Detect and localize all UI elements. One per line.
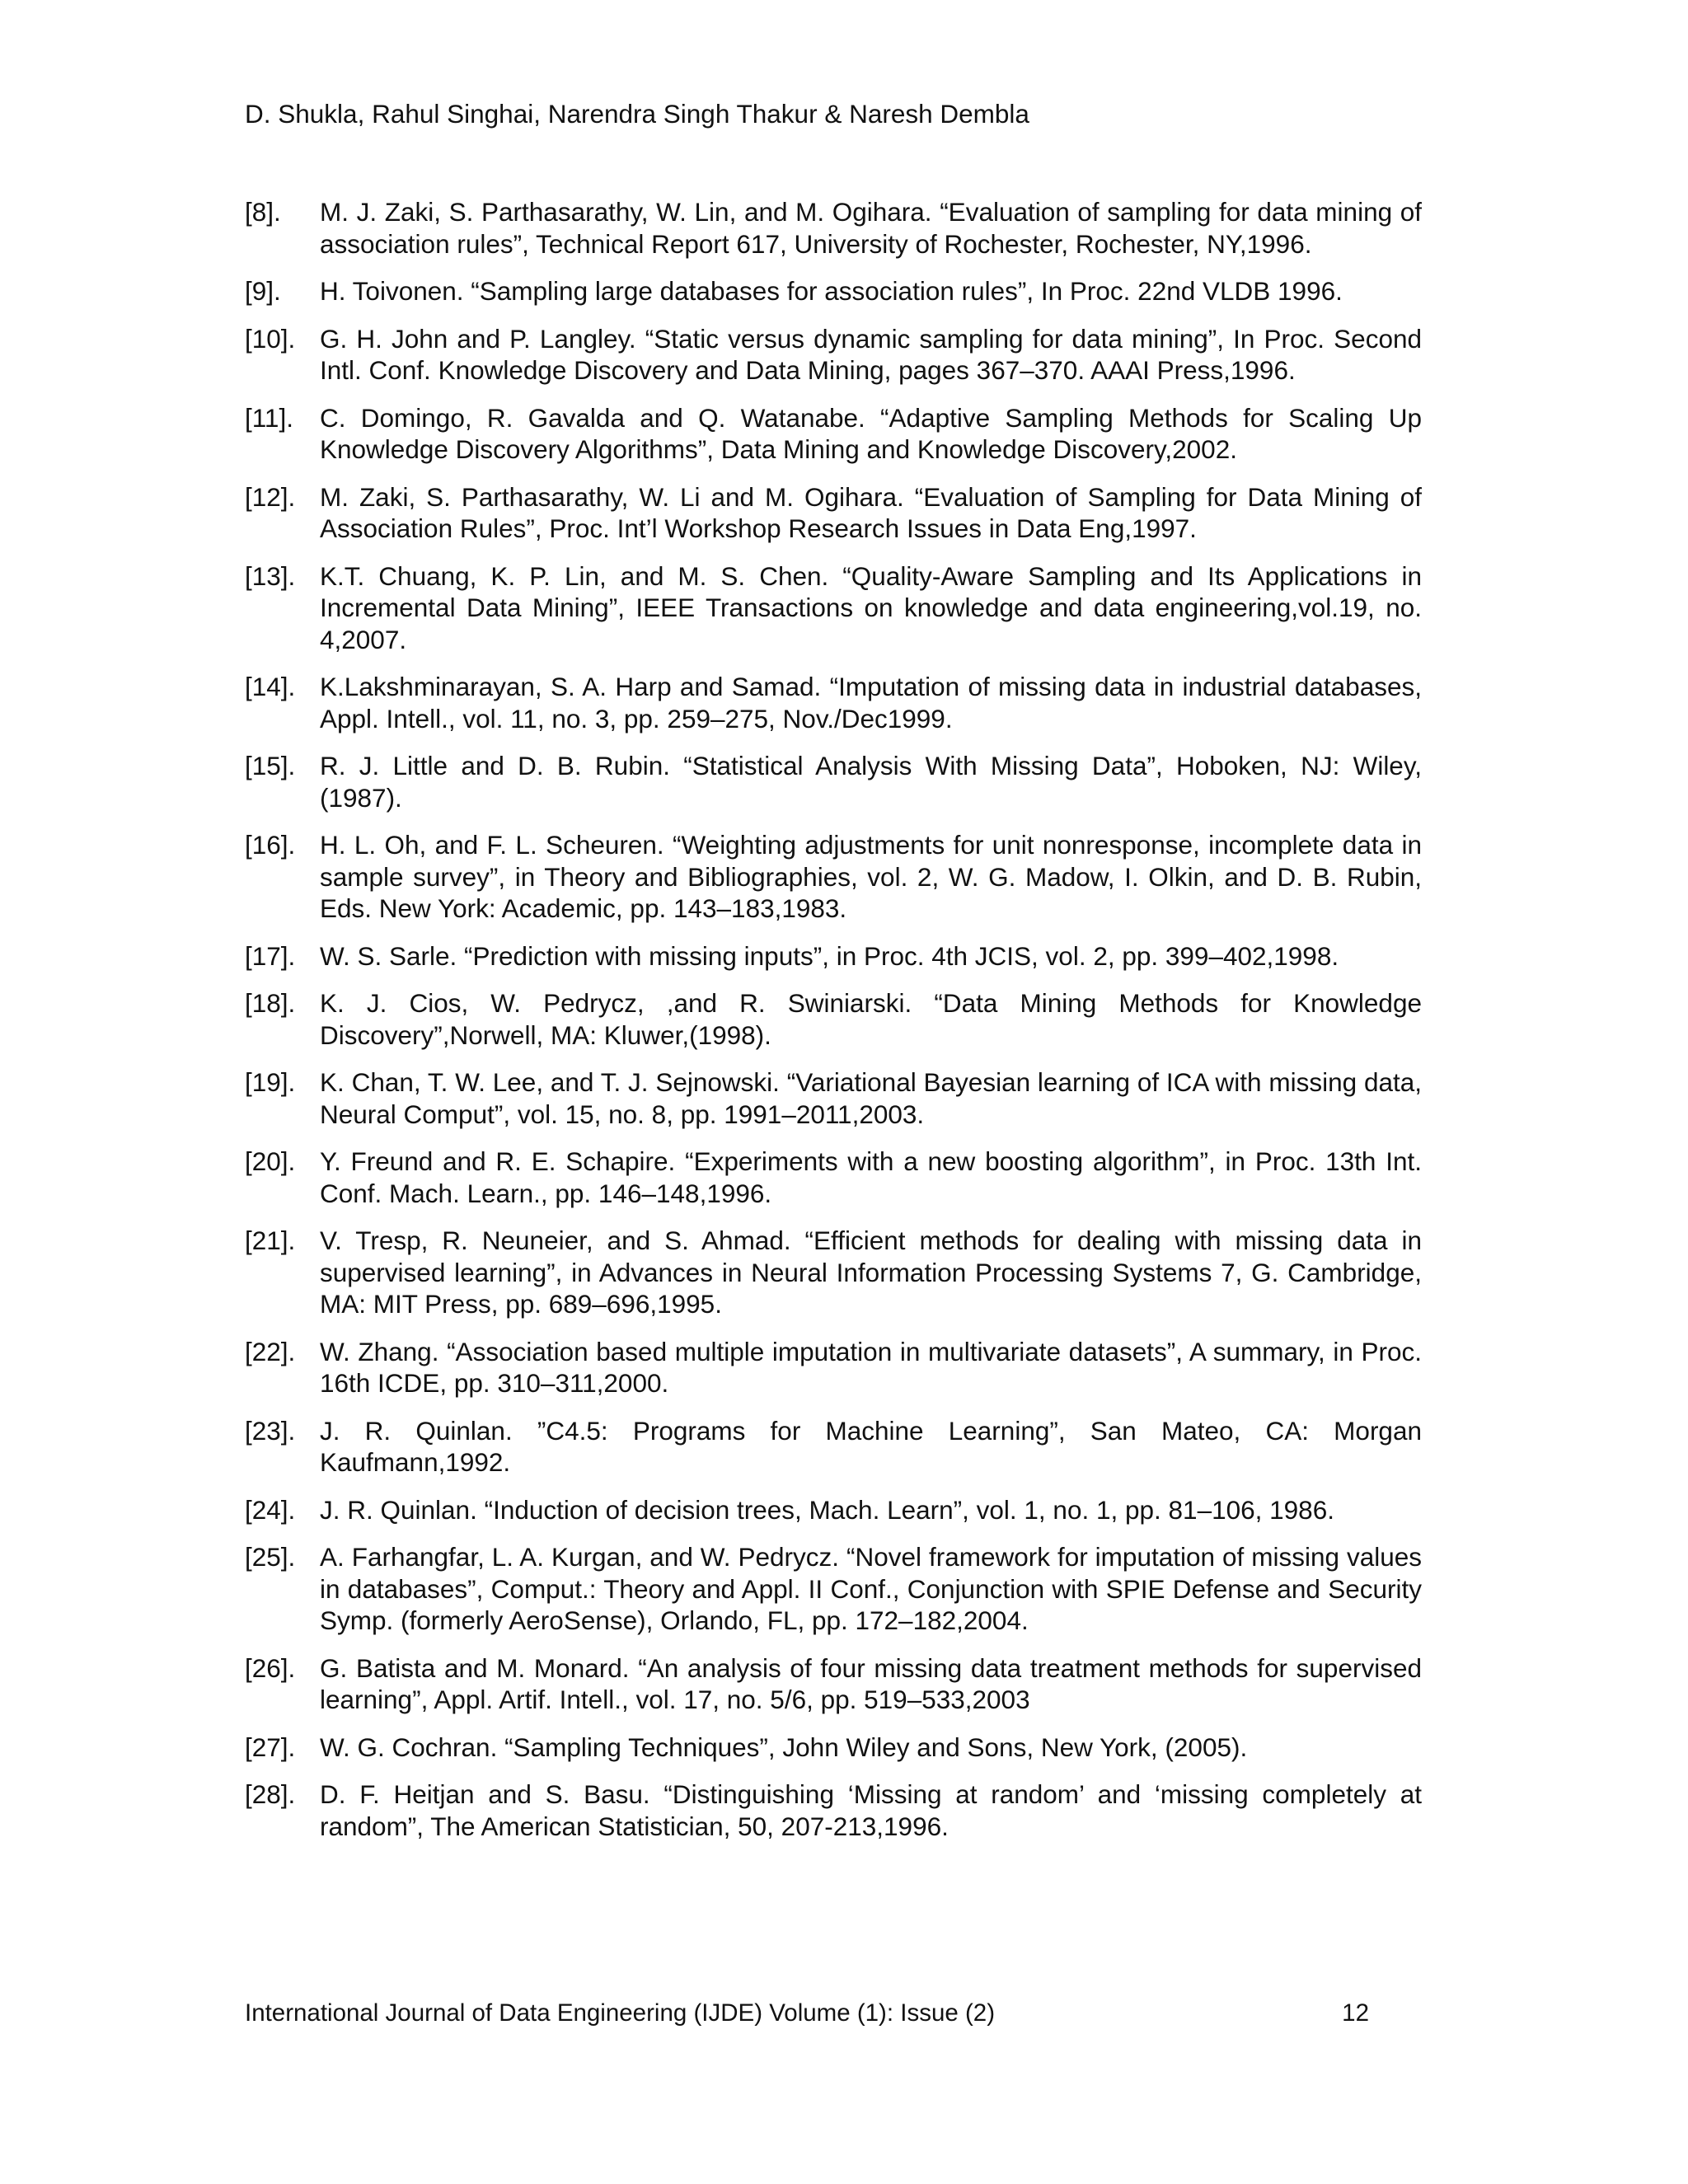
reference-text: J. R. Quinlan. “Induction of decision trees, Mach. Learn”, vol. 1, no. 1, pp. 81–106, 1986. (320, 1494, 1334, 1525)
reference-number: [17]. (245, 940, 296, 971)
reference-number: [24]. (245, 1494, 296, 1525)
reference-item (245, 1779, 1422, 1842)
reference-item (245, 481, 1422, 545)
reference-number: [27]. (245, 1732, 296, 1762)
footer-journal-title: International Journal of Data Engineering (IJDE) Volume (1): Issue (2) (245, 1999, 996, 2027)
reference-text: K. Chan, T. W. Lee, and T. J. Sejnowski. “Variational Bayesian learning of ICA with missing data, Neural Comput”, vol. 15, no. 8, pp. 1991–2011,2003. (320, 1067, 1422, 1129)
reference-text: K. J. Cios, W. Pedrycz, ,and R. Swiniarski. “Data Mining Methods for Knowledge Discovery”,Norwell, MA: Kluwer,(1998). (320, 988, 1422, 1050)
reference-item (245, 1066, 1422, 1130)
reference-number: [16]. (245, 830, 296, 860)
reference-text: M. J. Zaki, S. Parthasarathy, W. Lin, and M. Ogihara. “Evaluation of sampling for data mining of association rules”, Technical Report 617, University of Rochester, Rochester, NY,1996. (320, 197, 1422, 259)
reference-number: [21]. (245, 1226, 296, 1255)
reference-item (245, 402, 1422, 466)
reference-number: [8]. (245, 197, 281, 227)
reference-text: A. Farhangfar, L. A. Kurgan, and W. Pedrycz. “Novel framework for imputation of missing values in databases”, Comput.: Theory and Appl. II Conf., Conjunction with SPIE Defense and Security Symp. (formerly AeroSense), Orlando, FL, pp. 172–182,2004. (320, 1542, 1422, 1635)
reference-item (245, 829, 1422, 925)
reference-item (245, 1146, 1422, 1209)
reference-number: [15]. (245, 751, 296, 780)
reference-text: M. Zaki, S. Parthasarathy, W. Li and M. Ogihara. “Evaluation of Sampling for Data Mining of Association Rules”, Proc. Int’l Workshop Research Issues in Data Eng,1997. (320, 481, 1422, 543)
reference-text: W. G. Cochran. “Sampling Techniques”, John Wiley and Sons, New York, (2005). (320, 1732, 1248, 1762)
reference-number: [20]. (245, 1146, 296, 1176)
reference-text: G. H. John and P. Langley. “Static versus dynamic sampling for data mining”, In Proc. Second Intl. Conf. Knowledge Discovery and Data Mining, pages 367–370. AAAI Press,1996. (320, 323, 1422, 385)
reference-number: [11]. (245, 402, 293, 433)
reference-number: [23]. (245, 1415, 296, 1446)
reference-number: [26]. (245, 1652, 296, 1683)
reference-number: [22]. (245, 1336, 296, 1366)
reference-text: H. Toivonen. “Sampling large databases for association rules”, In Proc. 22nd VLDB 1996. (320, 276, 1343, 306)
reference-text: C. Domingo, R. Gavalda and Q. Watanabe. “Adaptive Sampling Methods for Scaling Up Knowledge Discovery Algorithms”, Data Mining and Knowledge Discovery,2002. (320, 402, 1422, 464)
reference-item (245, 750, 1422, 813)
reference-number: [13]. (245, 560, 296, 591)
reference-text: J. R. Quinlan. ”C4.5: Programs for Machine Learning”, San Mateo, CA: Morgan Kaufmann,1992. (320, 1415, 1422, 1477)
reference-text: Y. Freund and R. E. Schapire. “Experiments with a new boosting algorithm”, in Proc. 13th Int. Conf. Mach. Learn., pp. 146–148,1996. (320, 1146, 1422, 1208)
reference-item (245, 275, 1422, 307)
page-number: 12 (1342, 1999, 1369, 2027)
reference-number: [18]. (245, 988, 296, 1018)
reference-text: G. Batista and M. Monard. “An analysis of four missing data treatment methods for supervised learning”, Appl. Artif. Intell., vol. 17, no. 5/6, pp. 519–533,2003 (320, 1652, 1422, 1714)
reference-number: [28]. (245, 1779, 296, 1809)
reference-item (245, 940, 1422, 972)
reference-item (245, 1336, 1422, 1399)
reference-item (245, 1415, 1422, 1479)
reference-item (245, 1732, 1422, 1764)
reference-number: [9]. (245, 276, 281, 306)
reference-item (245, 1652, 1422, 1716)
reference-text: W. Zhang. “Association based multiple imputation in multivariate datasets”, A summary, in Proc. 16th ICDE, pp. 310–311,2000. (320, 1336, 1422, 1398)
reference-number: [19]. (245, 1067, 296, 1097)
reference-text: R. J. Little and D. B. Rubin. “Statistical Analysis With Missing Data”, Hoboken, NJ: Wiley, (1987). (320, 751, 1422, 813)
reference-number: [25]. (245, 1542, 296, 1572)
reference-item (245, 1494, 1422, 1526)
reference-item (245, 196, 1422, 260)
reference-item (245, 560, 1422, 656)
reference-list (245, 196, 1422, 1858)
reference-text: D. F. Heitjan and S. Basu. “Distinguishing ‘Missing at random’ and ‘missing completely at random”, The American Statistician, 50, 207-213,1996. (320, 1779, 1422, 1841)
reference-item (245, 323, 1422, 387)
reference-item (245, 671, 1422, 734)
reference-text: H. L. Oh, and F. L. Scheuren. “Weighting adjustments for unit nonresponse, incomplete data in sample survey”, in Theory and Bibliographies, vol. 2, W. G. Madow, I. Olkin, and D. B. Rubin, Eds. New York: Academic, pp. 143–183,1983. (320, 830, 1422, 923)
reference-item (245, 1225, 1422, 1320)
reference-item (245, 1541, 1422, 1637)
reference-number: [14]. (245, 672, 296, 701)
reference-text: W. S. Sarle. “Prediction with missing inputs”, in Proc. 4th JCIS, vol. 2, pp. 399–402,1998. (320, 940, 1339, 971)
reference-item (245, 987, 1422, 1051)
reference-number: [10]. (245, 323, 296, 354)
reference-number: [12]. (245, 481, 296, 512)
running-header: D. Shukla, Rahul Singhai, Narendra Singh Thakur & Naresh Dembla (245, 99, 1029, 129)
reference-text: V. Tresp, R. Neuneier, and S. Ahmad. “Efficient methods for dealing with missing data in supervised learning”, in Advances in Neural Information Processing Systems 7, G. Cambridge, MA: MIT Press, pp. 689–696,1995. (320, 1226, 1422, 1319)
reference-text: K.T. Chuang, K. P. Lin, and M. S. Chen. “Quality-Aware Sampling and Its Applications in Incremental Data Mining”, IEEE Transactions on knowledge and data engineering,vol.19, no. 4,2007. (320, 560, 1422, 654)
reference-text: K.Lakshminarayan, S. A. Harp and Samad. “Imputation of missing data in industrial databases, Appl. Intell., vol. 11, no. 3, pp. 259–275, Nov./Dec1999. (320, 672, 1422, 733)
